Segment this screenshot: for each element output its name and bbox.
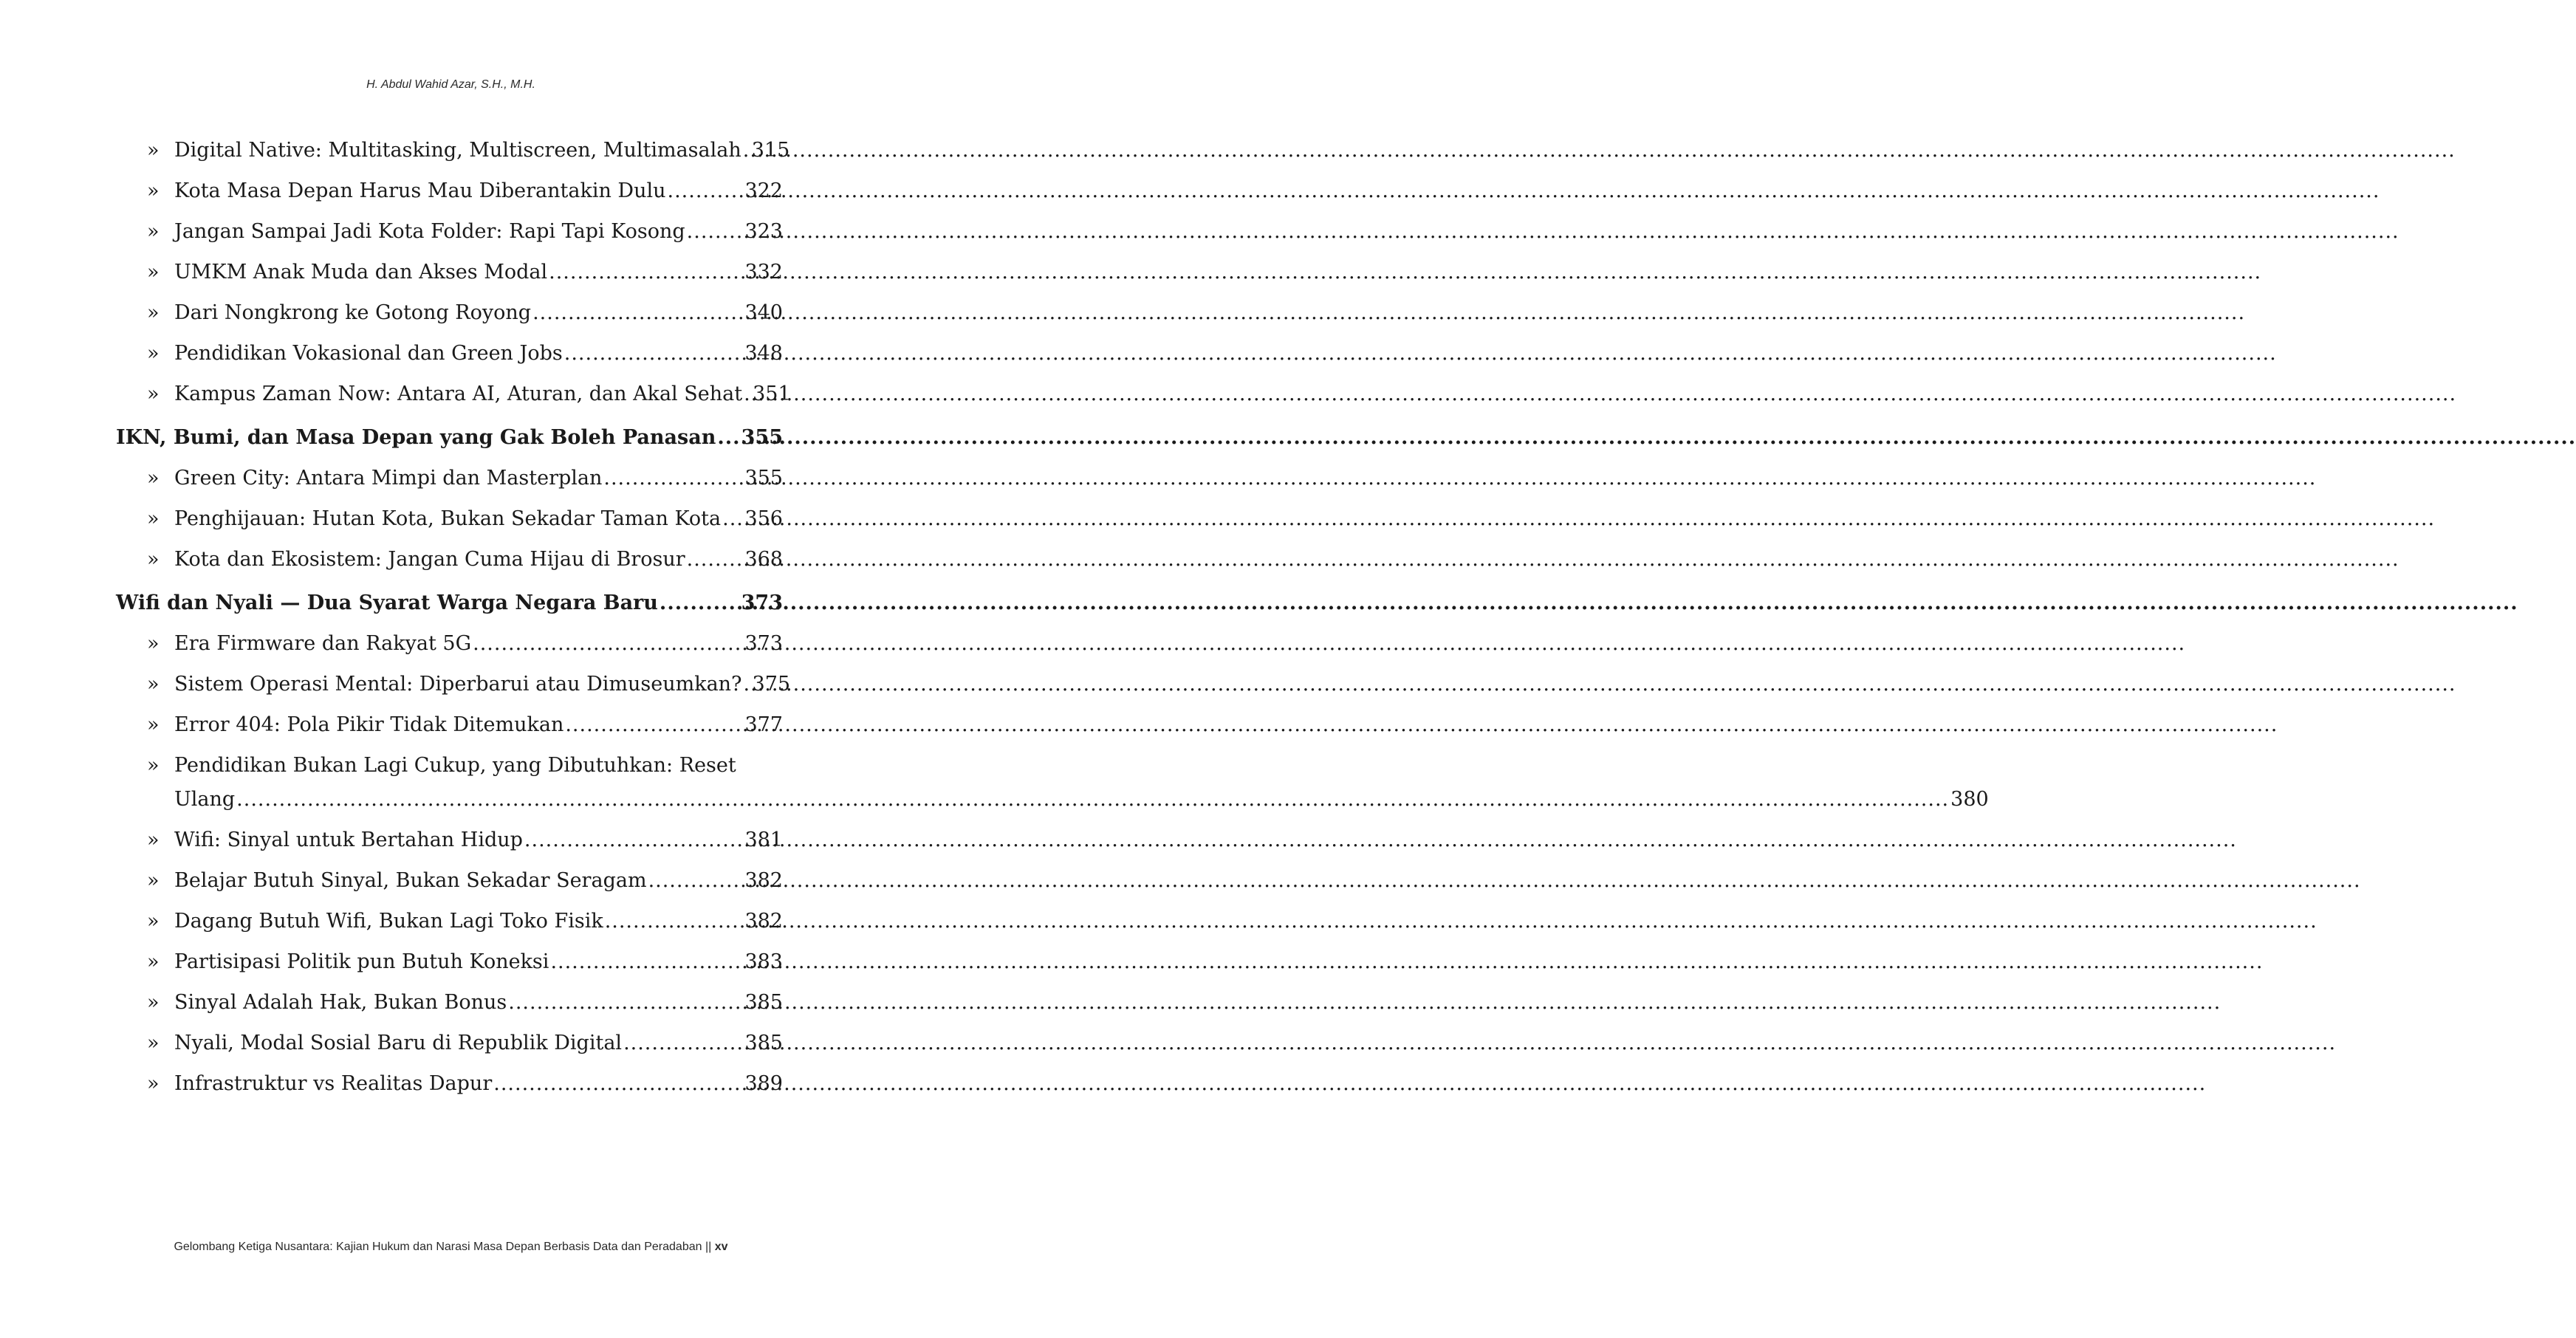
toc-entry[interactable] xyxy=(116,219,783,244)
toc-entry-page: 373 xyxy=(744,632,783,655)
toc-entry-page: 323 xyxy=(744,220,783,243)
toc-entry-title: Wifi: Sinyal untuk Bertahan Hidup xyxy=(174,828,523,851)
toc-entry-page: 340 xyxy=(744,301,783,324)
toc-entry-page: 315 xyxy=(751,139,790,162)
toc-leader-dots xyxy=(722,507,743,531)
toc-entry-title: Sistem Operasi Mental: Diperbarui atau Dimuseumkan? xyxy=(174,673,742,696)
toc-leader-dots xyxy=(473,631,743,656)
bullet-icon: » xyxy=(147,673,160,696)
toc-entry[interactable] xyxy=(116,341,783,366)
footer-separator: || xyxy=(705,1241,712,1253)
toc-entry[interactable] xyxy=(116,507,783,531)
toc-leader-dots xyxy=(508,990,743,1015)
toc-entry-title: Jangan Sampai Jadi Kota Folder: Rapi Tapi Kosong xyxy=(174,220,685,243)
bullet-icon: » xyxy=(147,467,160,490)
toc-entry-page: 355 xyxy=(744,467,783,490)
toc-entry[interactable] xyxy=(116,713,783,737)
bullet-icon: » xyxy=(147,507,160,530)
toc-entry[interactable] xyxy=(116,868,783,893)
toc-entry[interactable] xyxy=(116,909,783,933)
toc-entry-page: 389 xyxy=(744,1072,783,1095)
toc-entry-title-line2: Ulang xyxy=(174,788,236,811)
bullet-icon: » xyxy=(147,261,160,284)
toc-leader-dots xyxy=(565,713,743,737)
toc-entry[interactable] xyxy=(116,179,783,203)
toc-entry-title: Kota Masa Depan Harus Mau Diberantakin Dulu xyxy=(174,179,666,202)
toc-entry[interactable] xyxy=(116,1071,783,1096)
bullet-icon: » xyxy=(147,342,160,365)
toc-entry[interactable] xyxy=(116,260,783,284)
bullet-icon: » xyxy=(147,950,160,973)
toc-entry-title: Dagang Butuh Wifi, Bukan Lagi Toko Fisik xyxy=(174,910,603,933)
bullet-icon: » xyxy=(147,301,160,324)
toc-entry-page: 348 xyxy=(744,342,783,365)
toc-leader-dots xyxy=(623,1031,743,1055)
bullet-icon: » xyxy=(147,1072,160,1095)
toc-entry[interactable] xyxy=(116,672,791,696)
toc-leader-dots xyxy=(687,547,744,572)
bullet-icon: » xyxy=(147,179,160,202)
toc-entry-page: 382 xyxy=(744,869,783,892)
bullet-icon: » xyxy=(147,632,160,655)
toc-entry-title-line1: Pendidikan Bukan Lagi Cukup, yang Dibutuhkan: Reset xyxy=(174,754,736,777)
toc-entry-title: Error 404: Pola Pikir Tidak Ditemukan xyxy=(174,713,564,736)
bullet-icon: » xyxy=(147,548,160,571)
running-footer xyxy=(0,1241,902,1254)
toc-entry-title: Belajar Butuh Sinyal, Bukan Sekadar Seragam xyxy=(174,869,647,892)
bullet-icon: » xyxy=(147,220,160,243)
toc-entry-page: 351 xyxy=(753,382,791,405)
toc-section-page: 373 xyxy=(741,591,783,614)
toc-entry-page: 322 xyxy=(744,179,783,202)
table-of-contents xyxy=(116,138,1989,1112)
toc-entry-page: 377 xyxy=(744,713,783,736)
toc-entry[interactable] xyxy=(116,990,783,1015)
toc-entry[interactable] xyxy=(116,466,783,490)
toc-entry[interactable] xyxy=(116,1031,783,1055)
toc-entry[interactable] xyxy=(116,382,791,406)
toc-leader-dots xyxy=(550,950,743,974)
toc-section-title: IKN, Bumi, dan Masa Depan yang Gak Boleh Panasan xyxy=(116,426,716,449)
bullet-icon: » xyxy=(147,754,160,777)
toc-entry-wrapped[interactable] xyxy=(116,753,1989,812)
toc-leader-dots xyxy=(532,301,743,325)
toc-leader-dots xyxy=(605,909,744,933)
bullet-icon: » xyxy=(147,713,160,736)
toc-entry-page: 356 xyxy=(744,507,783,530)
toc-leader-dots xyxy=(660,591,740,615)
toc-entry-page: 382 xyxy=(744,910,783,933)
toc-leader-dots xyxy=(493,1071,743,1096)
toc-entry-title: Infrastruktur vs Realitas Dapur xyxy=(174,1072,493,1095)
toc-leader-dots xyxy=(564,341,744,366)
toc-entry-title: Nyali, Modal Sosial Baru di Republik Digital xyxy=(174,1032,623,1054)
toc-entry[interactable] xyxy=(116,828,783,852)
bullet-icon: » xyxy=(147,382,160,405)
running-header xyxy=(0,78,902,92)
toc-entry-page: 385 xyxy=(744,991,783,1014)
bullet-icon: » xyxy=(147,869,160,892)
footer-page-number: xv xyxy=(714,1241,728,1253)
bullet-icon: » xyxy=(147,910,160,933)
footer-book-title: Gelombang Ketiga Nusantara: Kajian Hukum dan Narasi Masa Depan Berbasis Data dan Peradaban xyxy=(174,1241,702,1253)
toc-entry-page: 381 xyxy=(744,828,783,851)
toc-leader-dots xyxy=(603,466,743,490)
toc-leader-dots xyxy=(524,828,744,852)
toc-entry[interactable] xyxy=(116,547,783,572)
toc-leader-dots xyxy=(236,787,1949,812)
toc-leader-dots xyxy=(743,138,750,162)
toc-entry-page: 375 xyxy=(752,673,791,696)
toc-entry-title: Era Firmware dan Rakyat 5G xyxy=(174,632,472,655)
toc-entry[interactable] xyxy=(116,950,783,974)
bullet-icon: » xyxy=(147,1032,160,1054)
toc-leader-dots xyxy=(744,382,751,406)
toc-entry-title: Pendidikan Vokasional dan Green Jobs xyxy=(174,342,563,365)
toc-leader-dots xyxy=(687,219,744,244)
toc-entry-title: Penghijauan: Hutan Kota, Bukan Sekadar Taman Kota xyxy=(174,507,722,530)
toc-leader-dots xyxy=(744,672,751,696)
toc-entry-title: Kota dan Ekosistem: Jangan Cuma Hijau di Brosur xyxy=(174,548,685,571)
toc-leader-dots xyxy=(549,260,743,284)
toc-entry-title: Partisipasi Politik pun Butuh Koneksi xyxy=(174,950,549,973)
toc-entry[interactable] xyxy=(116,138,790,162)
bullet-icon: » xyxy=(147,991,160,1014)
toc-section[interactable] xyxy=(116,591,783,615)
toc-entry-page: 383 xyxy=(744,950,783,973)
toc-entry[interactable] xyxy=(116,301,783,325)
toc-entry-title: Dari Nongkrong ke Gotong Royong xyxy=(174,301,532,324)
toc-entry[interactable] xyxy=(116,631,783,656)
toc-entry-title: UMKM Anak Muda dan Akses Modal xyxy=(174,261,548,284)
toc-entry-page: 385 xyxy=(744,1032,783,1054)
toc-entry-page: 380 xyxy=(1950,788,1989,811)
toc-entry-page: 368 xyxy=(744,548,783,571)
toc-entry-title: Digital Native: Multitasking, Multiscreen, Multimasalah xyxy=(174,139,741,162)
toc-entry-page: 332 xyxy=(744,261,783,284)
toc-entry-title: Green City: Antara Mimpi dan Masterplan xyxy=(174,467,603,490)
toc-leader-dots xyxy=(668,179,744,203)
bullet-icon: » xyxy=(147,828,160,851)
toc-leader-dots xyxy=(717,425,739,450)
header-author: H. Abdul Wahid Azar, S.H., M.H. xyxy=(366,78,535,91)
toc-section[interactable] xyxy=(116,425,783,450)
toc-section-title: Wifi dan Nyali — Dua Syarat Warga Negara Baru xyxy=(116,591,658,614)
toc-section-page: 355 xyxy=(741,426,783,449)
toc-entry-title: Kampus Zaman Now: Antara AI, Aturan, dan Akal Sehat xyxy=(174,382,743,405)
toc-entry-title: Sinyal Adalah Hak, Bukan Bonus xyxy=(174,991,507,1014)
bullet-icon: » xyxy=(147,139,160,162)
toc-leader-dots xyxy=(648,868,744,893)
